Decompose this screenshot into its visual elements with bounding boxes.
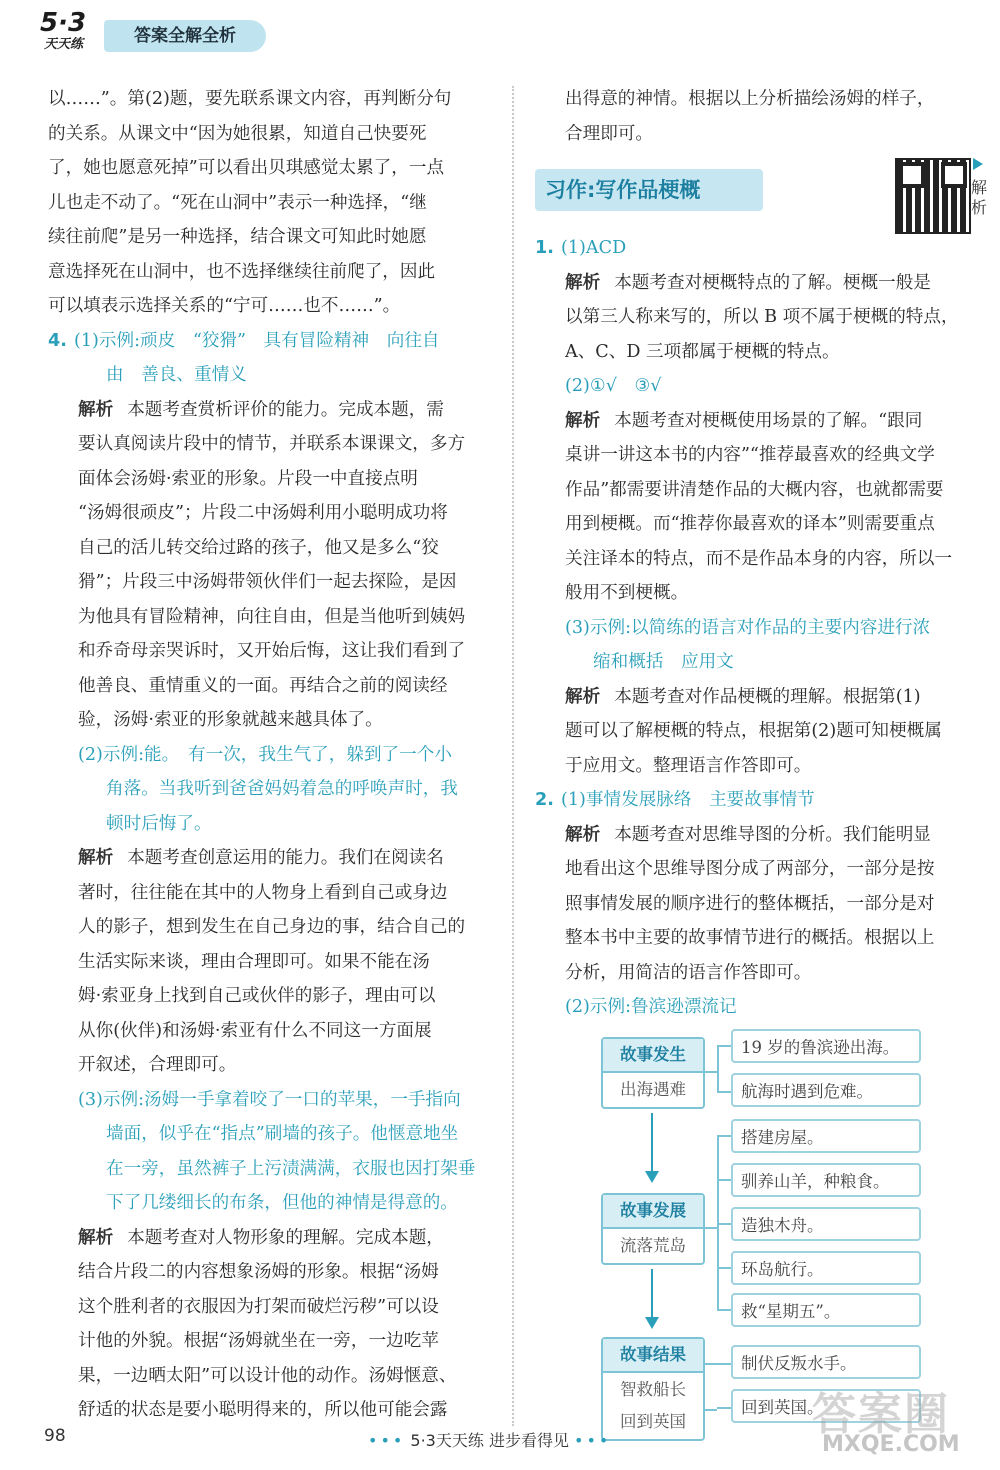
- connector-line: [717, 1179, 731, 1181]
- text-line: 猾”；片段三中汤姆带领伙伴们一起去探险，是因: [78, 572, 457, 592]
- text-line: 从你(伙伴)和汤姆·索亚有什么不同这一方面展: [78, 1020, 432, 1041]
- text-line: 面体会汤姆·索亚的形象。片段一中直接点明: [78, 468, 418, 489]
- text-line: 儿也走不动了。“死在山洞中”表示一种选择，“继: [48, 192, 427, 213]
- connector-line: [717, 1091, 731, 1093]
- page-header: [0, 0, 1000, 60]
- q1-analysis-3: [535, 680, 990, 784]
- text-line: “汤姆很顽皮”；片段二中汤姆利用小聪明成功将: [78, 503, 448, 523]
- text-line: 合理即可。: [565, 123, 653, 144]
- text-line: 关注译本的特点，而不是作品本身的内容，所以一: [565, 548, 953, 569]
- text-line: 果，一边晒太阳”可以设计他的动作。汤姆惬意、: [78, 1365, 457, 1386]
- connector-line: [703, 1227, 717, 1229]
- q2-answer-2: (2)示例:鲁滨逊漂流记: [565, 997, 737, 1017]
- text-line: 续往前爬”是另一种选择，结合课文可知此时她愿: [48, 227, 427, 247]
- question-number: 2.: [535, 790, 554, 810]
- arrow-head-icon: [645, 1317, 659, 1329]
- text-line: 结合片段二的内容想象汤姆的形象。根据“汤姆: [78, 1262, 439, 1282]
- text-line: 舒适的状态是要小聪明得来的，所以他可能会露: [78, 1400, 448, 1420]
- mindmap-leaf: 驯养山羊，种粮食。: [731, 1163, 921, 1197]
- dots-decoration: •••: [368, 1431, 406, 1450]
- intro-text: [48, 82, 498, 324]
- mindmap-leaf: 救“星期五”。: [731, 1293, 921, 1327]
- text-line: 本题考查对梗概使用场景的了解。“跟同: [614, 410, 923, 431]
- footer-slogan: [368, 1428, 611, 1451]
- q2-analysis-1: [535, 818, 990, 991]
- connector-line: [717, 1135, 731, 1137]
- play-icon: [973, 158, 983, 170]
- q2-answer-1: [535, 783, 990, 818]
- text-line: 本题考查对人物形象的理解。完成本题，: [127, 1227, 444, 1248]
- mindmap-leaf: 环岛航行。: [731, 1251, 921, 1285]
- mindmap-box-start: [601, 1037, 705, 1109]
- mindmap-box-development: [601, 1193, 705, 1265]
- text-line: 以第三人称来写的，所以 B 项不属于梗概的特点，: [565, 307, 959, 327]
- slogan-text: 5·3天天练 进步看得见: [410, 1431, 569, 1450]
- brand-logo: [40, 8, 102, 54]
- text-line: 本题考查创意运用的能力。我们在阅读名: [127, 848, 444, 868]
- question-number: 1.: [535, 238, 554, 258]
- connector-line: [717, 1407, 731, 1409]
- text-line: 出得意的神情。根据以上分析描绘汤姆的样子，: [565, 89, 935, 109]
- text-line: 计他的外貌。根据“汤姆就坐在一旁，一边吃苹: [78, 1331, 439, 1351]
- text-line: 分析，用简洁的语言作答即可。: [565, 962, 812, 983]
- text-line: 本题考查对作品梗概的理解。根据第(1): [614, 686, 921, 707]
- answer-line: (1)事情发展脉络 主要故事情节: [561, 790, 815, 810]
- text-line: 可以填表示选择关系的“宁可……也不……”。: [48, 296, 401, 316]
- answer-line: 在一旁，虽然裤子上污渍满满，衣服也因打架垂: [106, 1158, 476, 1179]
- connector-line: [717, 1045, 731, 1047]
- logo-sub: 天天练: [44, 37, 84, 52]
- mindmap-leaf: 制伏反叛水手。: [731, 1345, 921, 1379]
- q4-answer-1: [48, 324, 498, 393]
- mindmap-box-ending: [601, 1337, 705, 1441]
- mindmap-box-subtitle: 流落荒岛: [620, 1235, 686, 1255]
- page-number: 98: [44, 1426, 66, 1446]
- arrow-head-icon: [645, 1171, 659, 1183]
- answer-line: 缩和概括 应用文: [593, 652, 734, 672]
- text-line: 的关系。从课文中“因为她很累，知道自己快要死: [48, 123, 427, 144]
- arrow-down-icon: [651, 1113, 653, 1173]
- text-line: 自己的活儿转交给过路的孩子，他又是多么“狡: [78, 537, 439, 558]
- text-line: 验，汤姆·索亚的形象就越来越具体了。: [78, 710, 383, 730]
- watermark-url: MXQE.COM: [822, 1432, 960, 1457]
- text-line: A、C、D 三项都属于梗概的特点。: [565, 341, 840, 362]
- text-line: 姆·索亚身上找到自己或伙伴的影子，理由可以: [78, 986, 436, 1006]
- text-line: 开叙述，合理即可。: [78, 1055, 237, 1075]
- q4-analysis-1: [48, 393, 498, 738]
- section-title: 习作:写作品梗概: [535, 169, 763, 211]
- answer-line: 由 善良、重情义: [106, 365, 247, 385]
- text-line: 意选择死在山洞中，也不选择继续往前爬了，因此: [48, 261, 436, 282]
- watermark-logo: 答案圈: [812, 1389, 950, 1440]
- text-line: 生活实际来谈，理由合理即可。如果不能在汤: [78, 951, 430, 972]
- q4-analysis-3: [48, 1221, 498, 1428]
- column-divider: [512, 86, 514, 1426]
- connector-line: [717, 1363, 731, 1365]
- text-line: 本题考查赏析评价的能力。完成本题，需: [127, 399, 444, 420]
- qr-label: 解析: [971, 178, 988, 217]
- mindmap-box-subtitle: 智救船长: [620, 1379, 686, 1399]
- connector-line: [717, 1223, 731, 1225]
- answer-line: 角落。当我听到爸爸妈妈着急的呼唤声时，我: [106, 779, 458, 799]
- answer-line: (3)示例:汤姆一手拿着咬了一口的苹果，一手指向: [78, 1089, 461, 1110]
- analysis-label: 解析: [78, 399, 114, 420]
- text-line: 照事情发展的顺序进行的整体概括，一部分是对: [565, 893, 935, 914]
- mindmap-box-subtitle: 出海遇难: [620, 1079, 686, 1099]
- q1-analysis-2: [535, 404, 990, 611]
- text-line: 于应用文。整理语言作答即可。: [565, 755, 812, 776]
- analysis-label: 解析: [78, 1227, 114, 1248]
- text-line: 整本书中主要的故事情节进行的概括。根据以上: [565, 928, 935, 948]
- text-line: 著时，往往能在其中的人物身上看到自己或身边: [78, 882, 448, 903]
- text-line: 他善良、重情重义的一面。再结合之前的阅读经: [78, 675, 448, 696]
- question-number: 4.: [48, 330, 67, 351]
- analysis-label: 解析: [565, 686, 601, 707]
- text-line: 为他具有冒险精神，向往自由，但是当他听到姨妈: [78, 606, 466, 627]
- analysis-label: 解析: [565, 824, 601, 845]
- right-column: [535, 82, 990, 1453]
- connector-line: [703, 1071, 717, 1073]
- left-column: [48, 82, 498, 1428]
- answer-line: (3)示例:以简练的语言对作品的主要内容进行浓: [565, 617, 931, 638]
- answer-line: (1)ACD: [561, 238, 627, 258]
- mindmap-box-subtitle: 回到英国: [620, 1411, 686, 1431]
- arrow-down-icon: [651, 1269, 653, 1319]
- q1-answer-1: [535, 231, 990, 266]
- mindmap-leaf: 航海时遇到危难。: [731, 1073, 921, 1107]
- mindmap-box-heading: 故事发展: [603, 1195, 703, 1229]
- mindmap-leaf: 回到英国。: [731, 1389, 921, 1423]
- text-line: 般用不到梗概。: [565, 583, 689, 603]
- mindmap-leaf: 造独木舟。: [731, 1207, 921, 1241]
- text-line: 用到梗概。而“推荐你最喜欢的译本”则需要重点: [565, 514, 935, 534]
- q4-answer-2: [48, 738, 498, 842]
- answer-line: 墙面，似乎在“指点”刷墙的孩子。他惬意地坐: [106, 1124, 459, 1144]
- analysis-label: 解析: [565, 272, 601, 293]
- text-line: 地看出这个思维导图分成了两部分，一部分是按: [565, 859, 935, 879]
- q4-analysis-2: [48, 841, 498, 1083]
- text-line: 了，她也愿意死掉”可以看出贝琪感觉太累了，一点: [48, 158, 445, 178]
- text-line: 桌讲一讲这本书的内容”“推荐最喜欢的经典文学: [565, 445, 935, 465]
- analysis-label: 解析: [78, 848, 114, 868]
- answer-line: 下了几缕细长的布条，但他的神情是得意的。: [106, 1193, 458, 1213]
- text-line: 这个胜利者的衣服因为打架而破烂污秽”可以设: [78, 1296, 439, 1317]
- answer-line: (1)示例:顽皮 “狡猾” 具有冒险精神 向往自: [74, 330, 440, 351]
- mindmap-leaf: 搭建房屋。: [731, 1119, 921, 1153]
- mindmap-box-heading: 故事发生: [603, 1039, 703, 1073]
- q4-answer-3: [48, 1083, 498, 1221]
- text-line: 以……”。第(2)题，要先联系课文内容，再判断分句: [48, 89, 452, 109]
- text-line: 本题考查对思维导图的分析。我们能明显: [614, 824, 931, 845]
- mindmap-leaf: 19 岁的鲁滨逊出海。: [731, 1029, 921, 1063]
- header-banner: 答案全解全析: [104, 20, 266, 52]
- text-line: 题可以了解梗概的特点，根据第(2)题可知梗概属: [565, 721, 942, 741]
- answer-line: 顿时后悔了。: [106, 813, 212, 834]
- connector-line: [703, 1409, 717, 1411]
- q1-answer-3: [535, 611, 990, 680]
- text-line: 要认真阅读片段中的情节，并联系本课课文，多方: [78, 434, 466, 454]
- answer-line: (2)示例:能。 有一次，我生气了，躲到了一个小: [78, 744, 452, 765]
- qr-code[interactable]: [895, 158, 971, 234]
- text-line: 人的影子，想到发生在自己身边的事，结合自己的: [78, 917, 466, 937]
- analysis-label: 解析: [565, 410, 601, 431]
- mindmap-box-heading: 故事结果: [603, 1339, 703, 1373]
- connector-line: [717, 1309, 731, 1311]
- dots-decoration: •••: [574, 1431, 612, 1450]
- logo-main: 5·3: [40, 8, 87, 38]
- text-line: 和乔奇母亲哭诉时，又开始后悔，这让我们看到了: [78, 641, 466, 661]
- connector-line: [703, 1363, 717, 1365]
- connector-line: [717, 1045, 719, 1093]
- text-line: 作品”都需要讲清楚作品的大概内容，也就都需要: [565, 479, 944, 500]
- q1-analysis-1: [535, 266, 990, 370]
- text-line: 本题考查对梗概特点的了解。梗概一般是: [614, 272, 931, 293]
- connector-line: [717, 1267, 731, 1269]
- q1-answer-2: (2)①√ ③√: [565, 376, 662, 396]
